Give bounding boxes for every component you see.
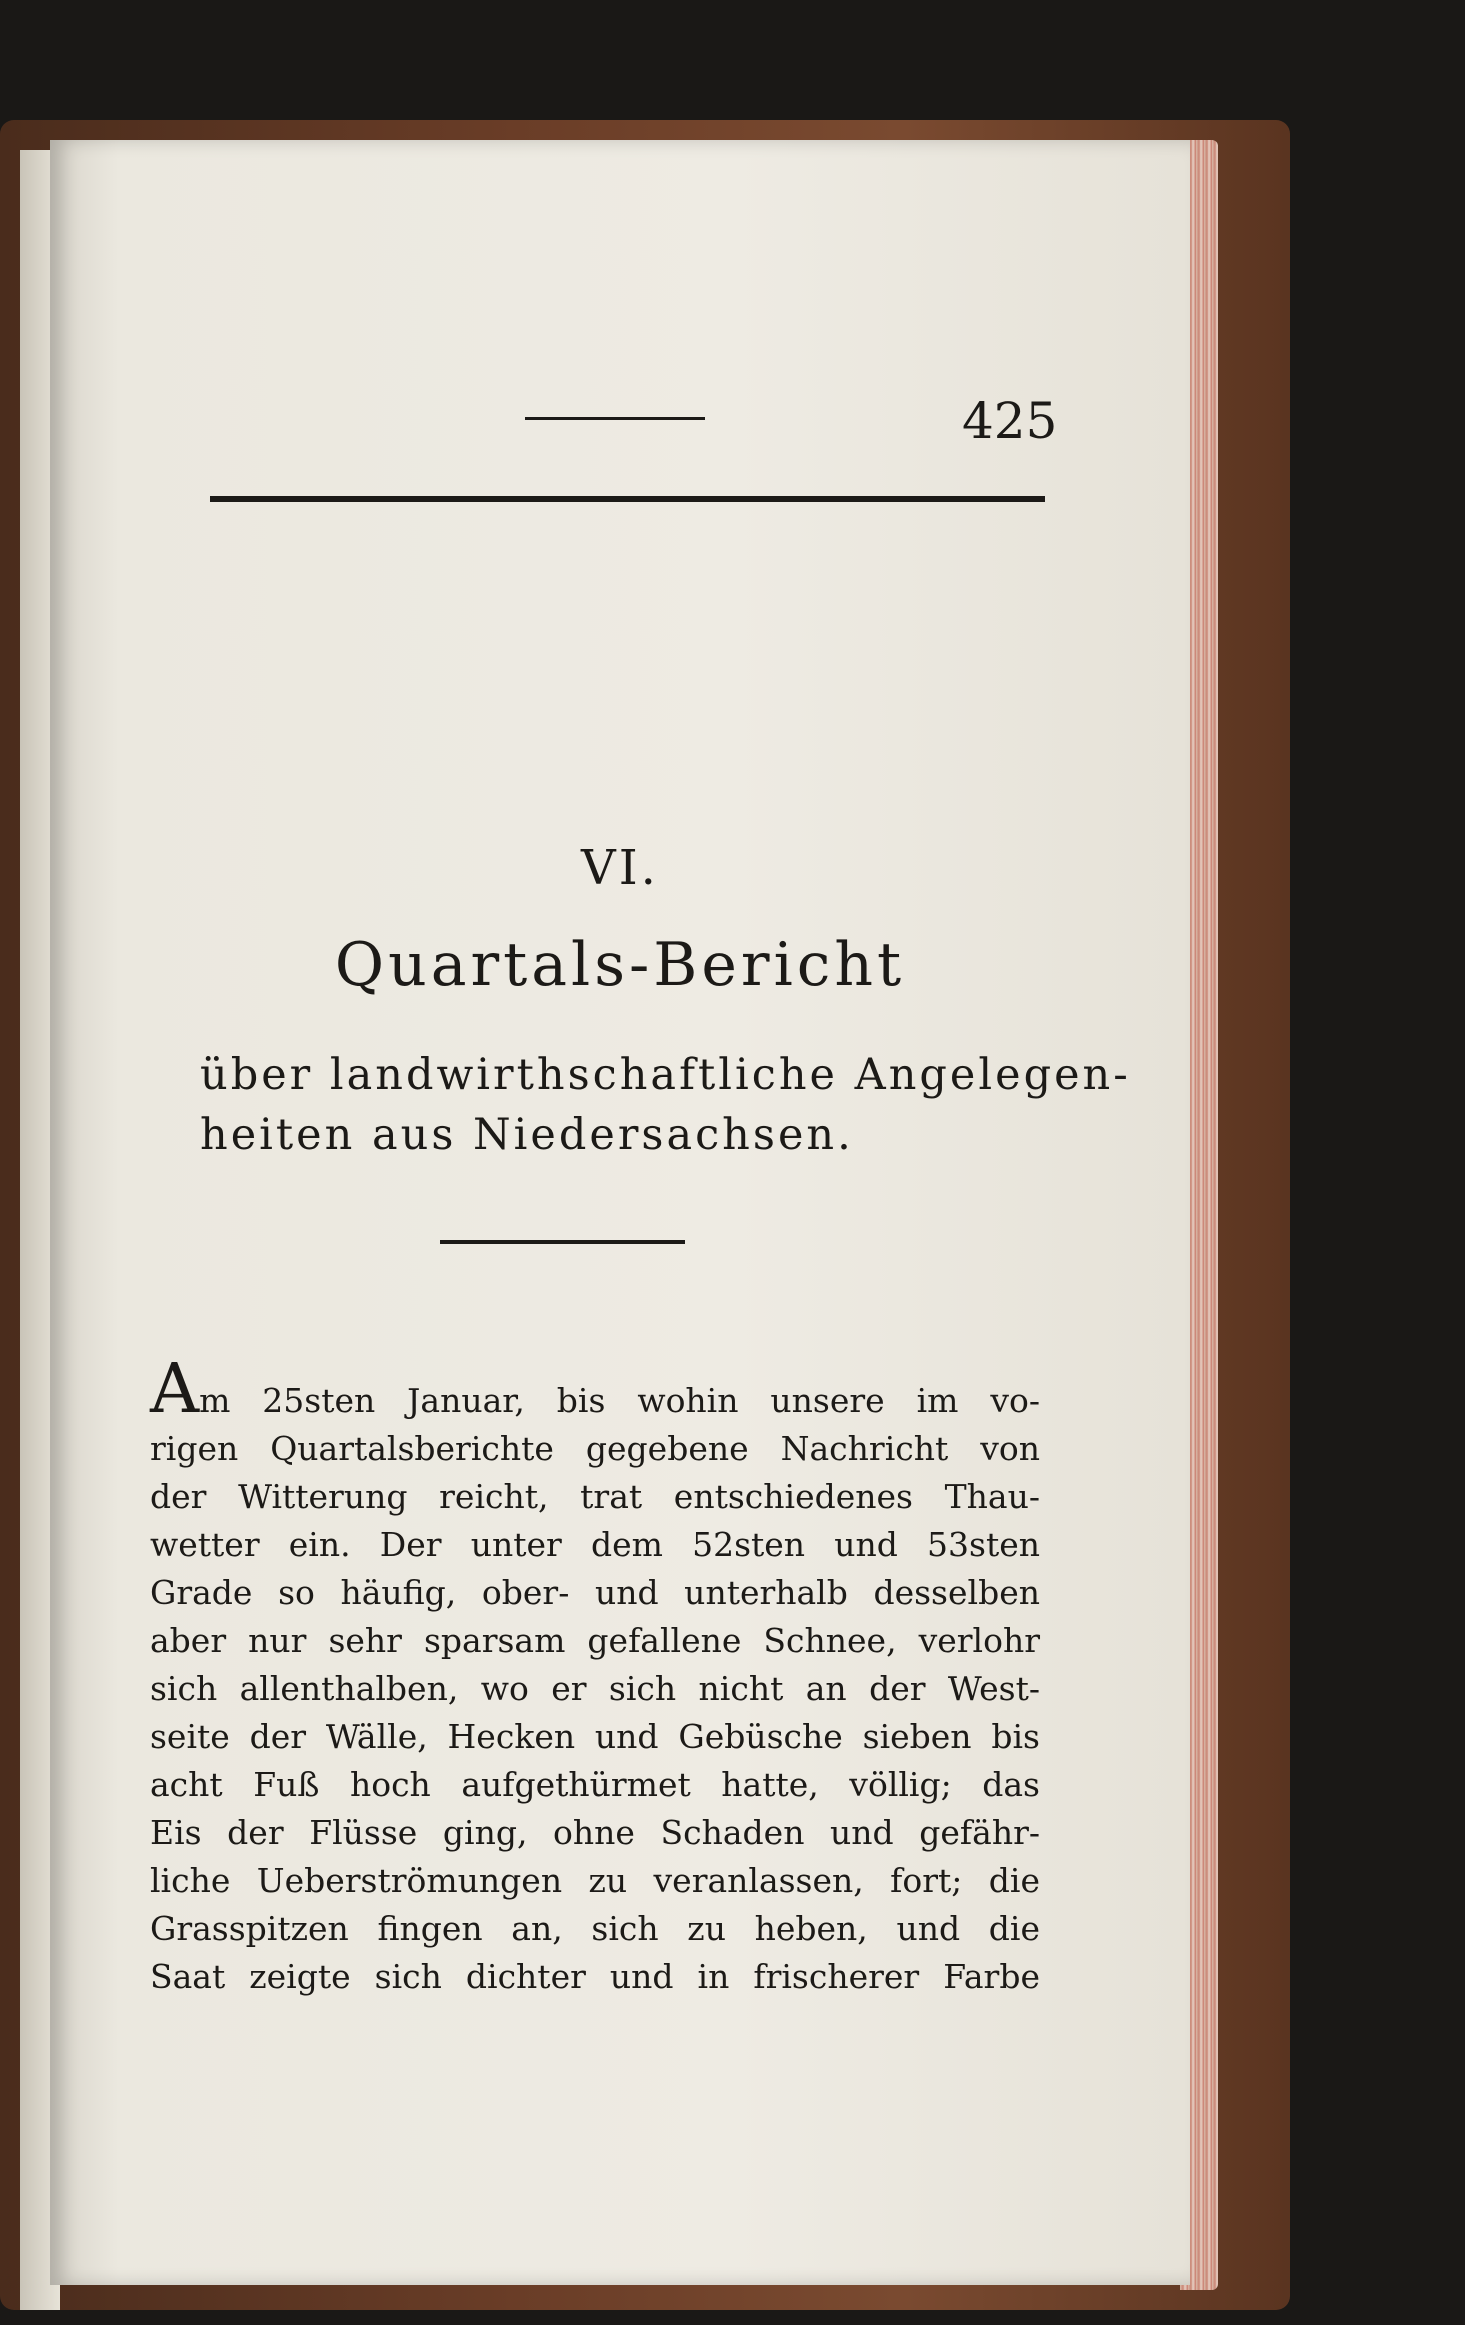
body-line xyxy=(150,1350,1040,1429)
body-line: acht Fuß hoch aufgethürmet hatte, völlig; das xyxy=(150,1765,1040,1804)
body-line: sich allenthalben, wo er sich nicht an der West- xyxy=(150,1669,1040,1708)
body-line: liche Ueberströmungen zu veranlassen, fort; die xyxy=(150,1861,1040,1900)
body-line: der Witterung reicht, trat entschiedenes Thau- xyxy=(150,1477,1040,1516)
subtitle-line-2: heiten aus Niedersachsen. xyxy=(200,1110,854,1160)
body-line: Eis der Flüsse ging, ohne Schaden und gefähr- xyxy=(150,1813,1040,1852)
chapter-number: VI. xyxy=(581,840,659,896)
body-line-text: m 25sten Januar, bis wohin unsere im vo- xyxy=(199,1381,1040,1420)
dropcap: A xyxy=(150,1350,200,1429)
header-thick-rule xyxy=(210,496,1045,502)
body-line: aber nur sehr sparsam gefallene Schnee, verlohr xyxy=(150,1621,1040,1660)
body-line: wetter ein. Der unter dem 52sten und 53sten xyxy=(150,1525,1040,1564)
body-line: Saat zeigte sich dichter und in frischerer Farbe xyxy=(150,1957,1040,1996)
body-text xyxy=(150,1350,1040,2001)
body-line: seite der Wälle, Hecken und Gebüsche sieben bis xyxy=(150,1717,1040,1756)
book-page xyxy=(50,140,1190,2285)
section-rule xyxy=(440,1240,685,1244)
chapter-title: Quartals-Bericht xyxy=(334,930,906,1000)
subtitle-line-1: über landwirthschaftliche Angelegen- xyxy=(200,1050,1131,1100)
body-line: Grasspitzen fingen an, sich zu heben, und die xyxy=(150,1909,1040,1948)
page-number: 425 xyxy=(962,392,1058,450)
body-line: Grade so häufig, ober- und unterhalb desselben xyxy=(150,1573,1040,1612)
header-rule xyxy=(525,417,705,420)
body-line: rigen Quartalsberichte gegebene Nachricht von xyxy=(150,1429,1040,1468)
